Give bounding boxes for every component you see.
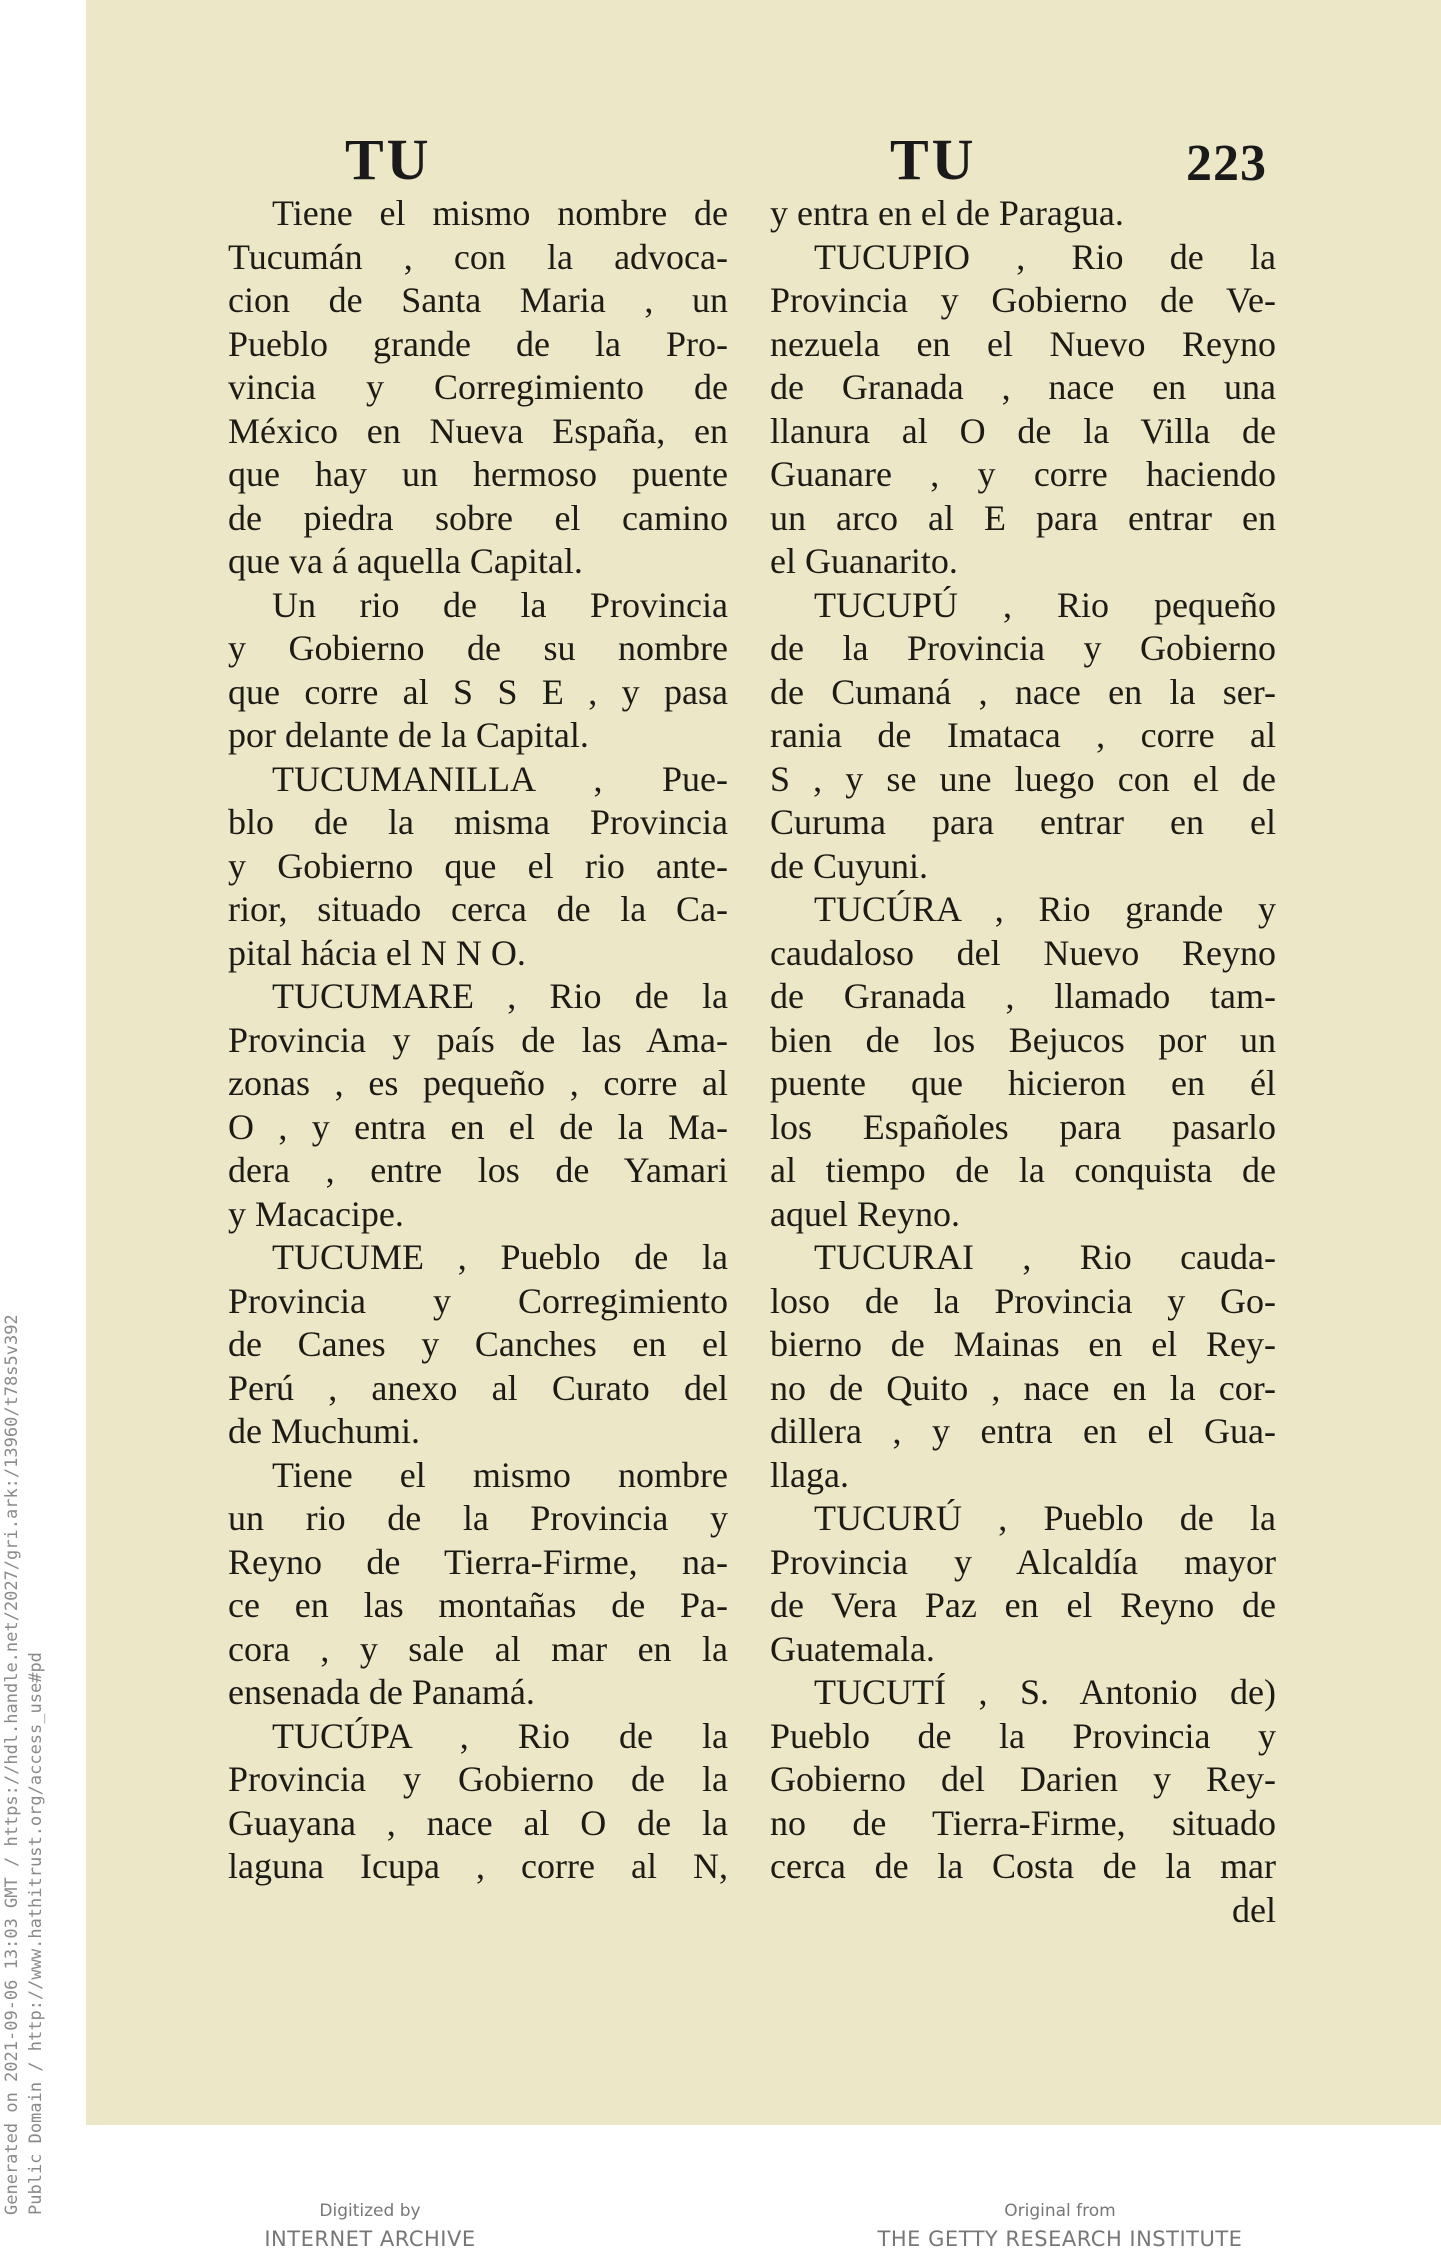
text-line: Tiene el mismo nombre xyxy=(272,1454,728,1495)
text-line: un arco al E para entrar en xyxy=(770,497,1276,538)
text-line: un rio de la Provincia y xyxy=(228,1498,728,1538)
text-line: cora , y sale al mar en la xyxy=(228,1628,728,1669)
text-line: ensenada de Panamá. xyxy=(228,1672,535,1712)
text-line: Tucumán , con la advoca- xyxy=(228,236,728,277)
text-line: de Cuyuni. xyxy=(770,845,928,886)
side-stamp-line-1: Generated on 2021-09-06 13:03 GMT / https://hdl.handle.net/2027/gri.ark:/13960/t78s5v392 xyxy=(2,1314,22,2215)
text-line: cion de Santa Maria , un xyxy=(228,280,728,320)
text-line: Pueblo de la Provincia y xyxy=(770,1715,1276,1756)
text-line: al tiempo de la conquista de xyxy=(770,1150,1276,1190)
text-line: de Cumaná , nace en la ser- xyxy=(770,671,1276,712)
text-line: Provincia y país de las Ama- xyxy=(228,1019,728,1060)
text-line: TUCURAI , Rio cauda- xyxy=(814,1237,1276,1277)
text-line: cerca de la Costa de la mar xyxy=(770,1846,1276,1886)
text-line: Provincia y Gobierno de la xyxy=(228,1759,728,1799)
digitized-by-credit xyxy=(225,2200,515,2256)
text-line: y Gobierno de su nombre xyxy=(228,628,728,668)
text-line: de piedra sobre el camino xyxy=(228,497,728,538)
running-head-left: TU xyxy=(345,127,432,192)
text-line: de Granada , nace en una xyxy=(770,367,1276,407)
text-line: vincia y Corregimiento de xyxy=(228,367,728,407)
text-line: llanura al O de la Villa de xyxy=(770,410,1276,451)
text-line: Curuma para entrar en el xyxy=(770,802,1276,842)
text-line: Un rio de la Provincia xyxy=(272,584,728,625)
original-from-credit xyxy=(870,2200,1250,2256)
text-line: el Guanarito. xyxy=(770,541,958,581)
left-column xyxy=(228,192,728,1889)
text-line: ce en las montañas de Pa- xyxy=(228,1585,728,1625)
text-line: llaga. xyxy=(770,1454,849,1495)
text-line: rior, situado cerca de la Ca- xyxy=(228,889,728,929)
text-line: nezuela en el Nuevo Reyno xyxy=(770,323,1276,364)
text-line: aquel Reyno. xyxy=(770,1193,960,1234)
text-line: O , y entra en el de la Ma- xyxy=(228,1106,728,1147)
text-line: Guanare , y corre haciendo xyxy=(770,454,1276,494)
text-line: bien de los Bejucos por un xyxy=(770,1019,1276,1060)
text-line: bierno de Mainas en el Rey- xyxy=(770,1324,1276,1364)
getty-label: THE GETTY RESEARCH INSTITUTE xyxy=(877,2227,1243,2251)
text-line: de Vera Paz en el Reyno de xyxy=(770,1585,1276,1625)
text-line: Tiene el mismo nombre de xyxy=(272,193,728,233)
text-line: Provincia y Alcaldía mayor xyxy=(770,1541,1276,1582)
text-line: no de Tierra-Firme, situado xyxy=(770,1802,1276,1843)
text-line: TUCUPÚ , Rio pequeño xyxy=(814,584,1276,625)
text-line: los Españoles para pasarlo xyxy=(770,1106,1276,1147)
text-line: caudaloso del Nuevo Reyno xyxy=(770,932,1276,973)
running-head-right: TU xyxy=(890,127,977,192)
text-line: TUCÚPA , Rio de la xyxy=(272,1715,728,1756)
text-line: zonas , es pequeño , corre al xyxy=(228,1063,728,1103)
text-line: Gobierno del Darien y Rey- xyxy=(770,1759,1276,1799)
digitized-by-label: Digitized by xyxy=(319,2201,421,2221)
text-line: pital hácia el N N O. xyxy=(228,932,526,973)
text-line: Pueblo grande de la Pro- xyxy=(228,323,728,364)
text-line: Reyno de Tierra-Firme, na- xyxy=(228,1541,728,1582)
text-line: de Canes y Canches en el xyxy=(228,1324,728,1364)
text-line: del xyxy=(1232,1889,1276,1930)
right-column xyxy=(770,192,1276,1932)
text-line: TUCUMARE , Rio de la xyxy=(272,976,728,1016)
text-line: Provincia y Gobierno de Ve- xyxy=(770,280,1276,320)
text-line: Guatemala. xyxy=(770,1628,935,1669)
text-line: TUCUME , Pueblo de la xyxy=(272,1237,728,1277)
text-line: puente que hicieron en él xyxy=(770,1063,1276,1103)
text-line: TUCÚRA , Rio grande y xyxy=(814,889,1276,929)
text-line: de Granada , llamado tam- xyxy=(770,976,1276,1016)
text-line: México en Nueva España, en xyxy=(228,410,728,451)
text-line: TUCUTÍ , S. Antonio de) xyxy=(814,1672,1276,1712)
side-stamp-line-2: Public Domain / http://www.hathitrust.org/access_use#pd xyxy=(26,1652,46,2215)
text-line: que corre al S S E , y pasa xyxy=(228,671,728,712)
text-line: que hay un hermoso puente xyxy=(228,454,728,494)
text-line: blo de la misma Provincia xyxy=(228,802,728,842)
text-line: dera , entre los de Yamari xyxy=(228,1150,728,1190)
text-line: y entra en el de Paragua. xyxy=(770,193,1124,233)
text-line: loso de la Provincia y Go- xyxy=(770,1280,1276,1321)
text-line: TUCUPIO , Rio de la xyxy=(814,236,1276,277)
hathitrust-side-stamp xyxy=(0,1314,48,2215)
text-line: y Gobierno que el rio ante- xyxy=(228,845,728,886)
page-number: 223 xyxy=(1186,135,1267,192)
text-line: rania de Imataca , corre al xyxy=(770,715,1276,755)
text-line: laguna Icupa , corre al N, xyxy=(228,1846,728,1886)
text-line: que va á aquella Capital. xyxy=(228,541,583,581)
original-from-label: Original from xyxy=(1004,2201,1116,2221)
text-line: Guayana , nace al O de la xyxy=(228,1802,728,1843)
text-line: y Macacipe. xyxy=(228,1193,404,1234)
text-line: de Muchumi. xyxy=(228,1411,420,1451)
text-line: de la Provincia y Gobierno xyxy=(770,628,1276,668)
text-line: por delante de la Capital. xyxy=(228,715,589,755)
text-line: TUCURÚ , Pueblo de la xyxy=(814,1498,1276,1538)
text-line: dillera , y entra en el Gua- xyxy=(770,1411,1276,1451)
text-line: TUCUMANILLA , Pue- xyxy=(272,758,728,799)
internet-archive-label: INTERNET ARCHIVE xyxy=(264,2227,476,2251)
text-line: S , y se une luego con el de xyxy=(770,758,1276,799)
text-line: no de Quito , nace en la cor- xyxy=(770,1367,1276,1408)
text-line: Provincia y Corregimiento xyxy=(228,1280,728,1321)
text-line: Perú , anexo al Curato del xyxy=(228,1367,728,1408)
